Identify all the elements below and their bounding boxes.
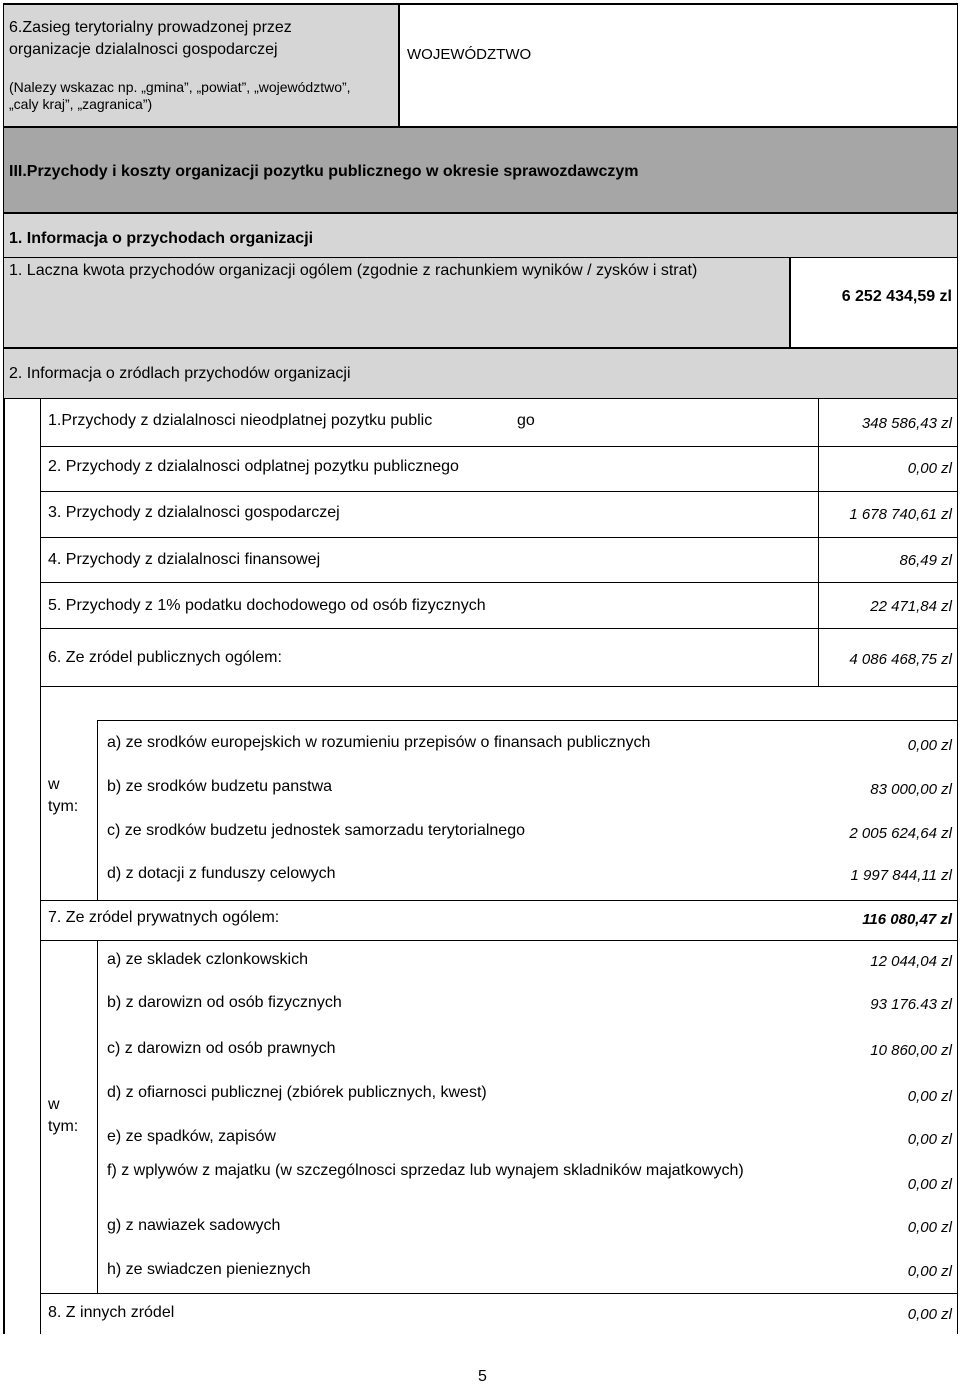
territory-hint-line1: (Nalezy wskazac np. „gmina”, „powiat”, „województwo”, — [9, 79, 351, 95]
private-total-value: 116 080,47 zl — [862, 911, 952, 928]
private-breakdown-label: d) z ofiarnosci publicznej (zbiórek publicznych, kwest) — [107, 1084, 487, 1101]
public-breakdown-label: b) ze srodków budzetu panstwa — [107, 778, 333, 795]
territory-value: WOJEWÓDZTWO — [407, 46, 532, 63]
public-w-tym-line2: tym: — [48, 798, 79, 815]
private-breakdown-label: b) z darowizn od osób fizycznych — [107, 994, 342, 1011]
public-w-tym-line1: w — [48, 776, 60, 793]
income-info-heading: 1. Informacja o przychodach organizacji — [9, 230, 314, 247]
source-row-label: 2. Przychody z dzialalnosci odplatnej pozytku publicznego — [48, 458, 459, 475]
private-breakdown-label: g) z nawiazek sadowych — [107, 1217, 281, 1234]
source-row-value: 348 586,43 zl — [861, 415, 952, 432]
private-w-tym-line2: tym: — [48, 1118, 79, 1135]
private-w-tym-line1: w — [48, 1096, 60, 1113]
source-row-label: 3. Przychody z dzialalnosci gospodarczej — [48, 504, 340, 521]
private-total-label: 7. Ze zródel prywatnych ogólem: — [48, 909, 280, 926]
public-breakdown-value: 2 005 624,64 zl — [849, 825, 952, 842]
other-label: 8. Z innych zródel — [48, 1304, 175, 1321]
source-row-value: 4 086 468,75 zl — [849, 651, 952, 668]
source-row-value: 0,00 zl — [907, 460, 952, 477]
page-number: 5 — [478, 1368, 487, 1385]
private-breakdown-value: 0,00 zl — [907, 1088, 952, 1105]
private-breakdown-value: 10 860,00 zl — [870, 1042, 952, 1059]
private-breakdown-label: c) z darowizn od osób prawnych — [107, 1040, 336, 1057]
private-breakdown-value: 0,00 zl — [907, 1219, 952, 1236]
source-row-label: 4. Przychody z dzialalnosci finansowej — [48, 551, 321, 568]
private-breakdown-value: 0,00 zl — [907, 1263, 952, 1280]
section-title: III.Przychody i koszty organizacji pozytku publicznego w okresie sprawozdawczym — [9, 163, 639, 180]
sources-heading: 2. Informacja o zródlach przychodów organizacji — [9, 365, 351, 382]
territory-label-line1: 6.Zasieg terytorialny prowadzonej przez — [9, 19, 292, 36]
private-breakdown-label: e) ze spadków, zapisów — [107, 1128, 276, 1145]
income-total-value: 6 252 434,59 zl — [841, 288, 952, 305]
private-breakdown-value: 12 044,04 zl — [870, 953, 952, 970]
private-breakdown-label: f) z wplywów z majatku (w szczególnosci sprzedaz lub wynajem skladników majatkowych) — [107, 1162, 744, 1179]
other-value: 0,00 zl — [907, 1306, 952, 1323]
source-row-value: 86,49 zl — [899, 552, 952, 569]
territory-label-line2: organizacje dzialalnosci gospodarczej — [9, 41, 278, 58]
public-breakdown-label: a) ze srodków europejskich w rozumieniu przepisów o finansach publicznych — [107, 734, 651, 751]
territory-hint-line2: „caly kraj”, „zagranica”) — [9, 96, 153, 112]
source-row-label: 1.Przychody z dzialalnosci nieodplatnej pozytku public — [48, 412, 433, 429]
source-row-label: 6. Ze zródel publicznych ogólem: — [48, 649, 282, 666]
source-row-label-tail: go — [517, 412, 535, 429]
source-row-value: 1 678 740,61 zl — [849, 506, 952, 523]
private-breakdown-label: h) ze swiadczen pienieznych — [107, 1261, 311, 1278]
public-breakdown-label: d) z dotacji z funduszy celowych — [107, 865, 336, 882]
public-breakdown-value: 0,00 zl — [907, 737, 952, 754]
source-row-value: 22 471,84 zl — [870, 598, 952, 615]
source-row-label: 5. Przychody z 1% podatku dochodowego od osób fizycznych — [48, 597, 486, 614]
public-breakdown-label: c) ze srodków budzetu jednostek samorzadu terytorialnego — [107, 822, 525, 839]
private-breakdown-value: 0,00 zl — [907, 1131, 952, 1148]
public-breakdown-value: 83 000,00 zl — [870, 781, 952, 798]
private-breakdown-value: 0,00 zl — [907, 1176, 952, 1193]
income-total-label: 1. Laczna kwota przychodów organizacji ogólem (zgodnie z rachunkiem wyników / zysków i strat) — [9, 262, 698, 279]
private-breakdown-value: 93 176.43 zl — [870, 996, 952, 1013]
private-breakdown-label: a) ze skladek czlonkowskich — [107, 951, 308, 968]
public-breakdown-value: 1 997 844,11 zl — [850, 867, 952, 884]
